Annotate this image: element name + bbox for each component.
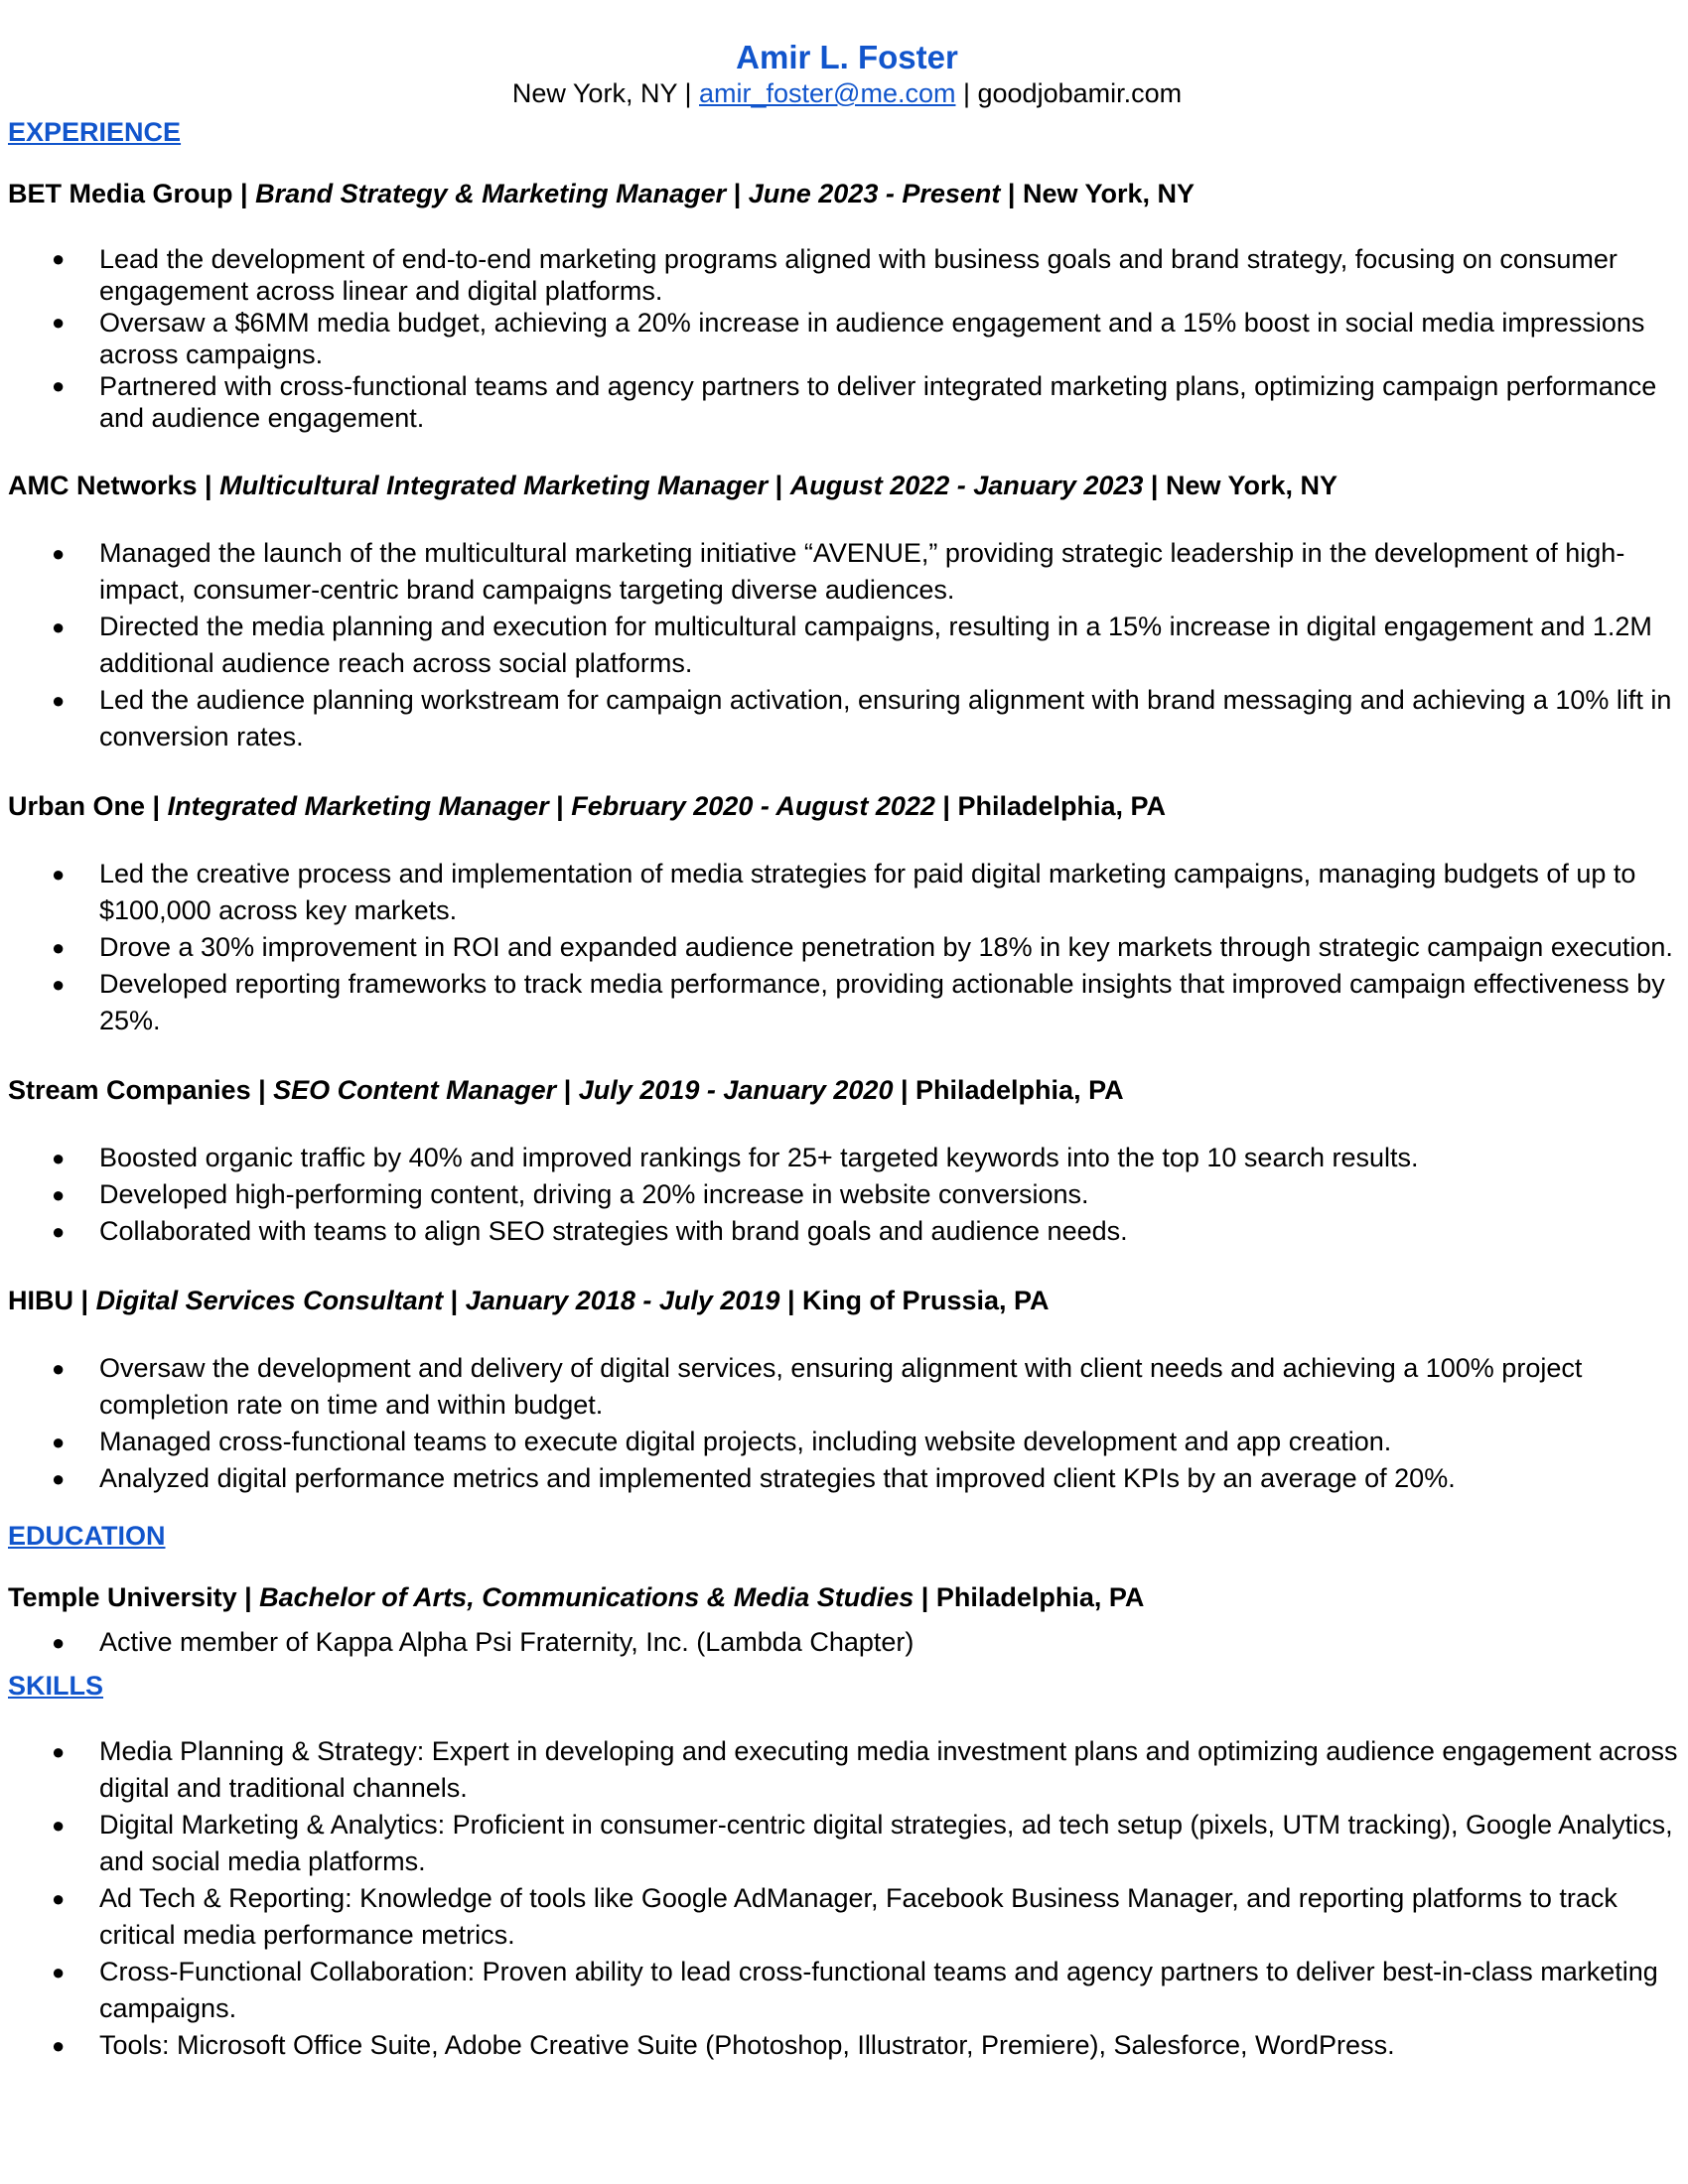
job-heading: Stream Companies | SEO Content Manager | July 2019 - January 2020 | Philadelphia, PA — [8, 1075, 1124, 1105]
candidate-name: Amir L. Foster — [736, 39, 958, 75]
job-company: Stream Companies — [8, 1075, 251, 1105]
list-item — [8, 1176, 1686, 1213]
list-item-text: Directed the media planning and execution for multicultural campaigns, resulting in a 15% increase in digital engagement and 1.2M additional audience reach across social platforms. — [99, 612, 1652, 678]
contact-separator: | — [676, 78, 699, 108]
education-section — [8, 1519, 1686, 1553]
contact-location: New York, NY — [511, 78, 677, 108]
list-item — [8, 966, 1686, 1039]
skills-bullets — [8, 1733, 1686, 2064]
list-item-text: Analyzed digital performance metrics and implemented strategies that improved client KPIs by an average of 20%. — [99, 1463, 1456, 1493]
list-item — [8, 1954, 1686, 2027]
list-item — [8, 929, 1686, 966]
section-title-experience: EXPERIENCE — [8, 117, 182, 147]
experience-section — [8, 115, 1686, 149]
skills-section — [8, 1669, 1686, 1703]
list-item — [8, 1624, 1686, 1661]
job-role: Brand Strategy & Marketing Manager — [255, 179, 727, 208]
job-dates: January 2018 - July 2019 — [465, 1286, 780, 1315]
job-entry — [8, 1073, 1686, 1250]
contact-website: goodjobamir.com — [977, 78, 1183, 108]
bullet-icon: ● — [52, 1886, 66, 1911]
list-item-text: Managed the launch of the multicultural marketing initiative “AVENUE,” providing strategic leadership in the development of high-impact, consumer-centric brand campaigns targeting diverse audiences. — [99, 538, 1625, 605]
education-degree: Bachelor of Arts, Communications & Media Studies — [259, 1582, 914, 1612]
education-entry — [8, 1580, 1686, 1661]
education-school: Temple University — [8, 1582, 237, 1612]
bullet-icon: ● — [52, 373, 66, 398]
resume-page — [8, 38, 1686, 2064]
bullet-icon: ● — [52, 1356, 66, 1381]
list-item-text: Led the audience planning workstream for campaign activation, ensuring alignment with brand messaging and achieving a 10% lift in conversion rates. — [99, 685, 1672, 751]
job-heading: BET Media Group | Brand Strategy & Marketing Manager | June 2023 - Present | New York, NY — [8, 179, 1196, 208]
job-company: AMC Networks — [8, 471, 198, 500]
job-heading: HIBU | Digital Services Consultant | January 2018 - July 2019 | King of Prussia, PA — [8, 1286, 1050, 1315]
list-item-text: Developed high-performing content, driving a 20% increase in website conversions. — [99, 1179, 1089, 1209]
job-company: HIBU — [8, 1286, 73, 1315]
job-entry — [8, 469, 1686, 755]
list-item — [8, 1460, 1686, 1497]
education-location: Philadelphia, PA — [935, 1582, 1145, 1612]
list-item — [8, 2027, 1686, 2064]
job-entry — [8, 789, 1686, 1039]
list-item-text: Oversaw a $6MM media budget, achieving a 20% increase in audience engagement and a 15% boost in social media impressions across campaigns. — [99, 308, 1645, 369]
list-item — [8, 307, 1686, 370]
bullet-icon: ● — [52, 246, 66, 271]
job-role: SEO Content Manager — [273, 1075, 557, 1105]
section-title-skills: SKILLS — [8, 1671, 104, 1701]
bullet-icon: ● — [52, 972, 66, 997]
resume-header — [8, 38, 1686, 109]
job-role: Multicultural Integrated Marketing Manager — [219, 471, 769, 500]
list-item — [8, 682, 1686, 755]
list-item — [8, 609, 1686, 682]
bullet-icon: ● — [52, 1630, 66, 1655]
list-item-text: Partnered with cross-functional teams and agency partners to deliver integrated marketing plans, optimizing campaign performance and audience engagement. — [99, 371, 1657, 433]
job-dates: February 2020 - August 2022 — [571, 791, 935, 821]
bullet-icon: ● — [52, 935, 66, 960]
list-item — [8, 535, 1686, 609]
list-item-text: Developed reporting frameworks to track media performance, providing actionable insights that improved campaign effectiveness by 25%. — [99, 969, 1665, 1035]
job-entry — [8, 177, 1686, 434]
list-item-text: Active member of Kappa Alpha Psi Fraternity, Inc. (Lambda Chapter) — [99, 1627, 914, 1657]
job-bullets — [8, 243, 1686, 434]
job-bullets — [8, 535, 1686, 755]
contact-separator: | — [955, 78, 978, 108]
job-location: Philadelphia, PA — [957, 791, 1166, 821]
job-role: Integrated Marketing Manager — [167, 791, 549, 821]
bullet-icon: ● — [52, 614, 66, 639]
bullet-icon: ● — [52, 1960, 66, 1984]
list-item-text: Oversaw the development and delivery of digital services, ensuring alignment with client needs and achieving a 100% project completion rate on time and within budget. — [99, 1353, 1583, 1420]
education-bullets — [8, 1624, 1686, 1661]
list-item-text: Boosted organic traffic by 40% and improved rankings for 25+ targeted keywords into the top 10 search results. — [99, 1143, 1419, 1172]
list-item — [8, 1733, 1686, 1807]
list-item — [8, 1350, 1686, 1424]
job-dates: June 2023 - Present — [748, 179, 1001, 208]
contact-line — [8, 77, 1686, 109]
list-item — [8, 856, 1686, 929]
contact-email-link[interactable]: amir_foster@me.com — [699, 78, 956, 108]
bullet-icon: ● — [52, 2033, 66, 2058]
list-item-text: Lead the development of end-to-end marketing programs aligned with business goals and brand strategy, focusing on consumer engagement across linear and digital platforms. — [99, 244, 1618, 306]
job-role: Digital Services Consultant — [95, 1286, 444, 1315]
bullet-icon: ● — [52, 1182, 66, 1207]
job-dates: July 2019 - January 2020 — [578, 1075, 894, 1105]
list-item-text: Collaborated with teams to align SEO strategies with brand goals and audience needs. — [99, 1216, 1128, 1246]
list-item — [8, 243, 1686, 307]
bullet-icon: ● — [52, 688, 66, 713]
education-heading: Temple University | Bachelor of Arts, Communications & Media Studies | Philadelphia, PA — [8, 1582, 1145, 1612]
job-bullets — [8, 1140, 1686, 1250]
bullet-icon: ● — [52, 1813, 66, 1838]
list-item — [8, 1807, 1686, 1880]
job-entry — [8, 1284, 1686, 1497]
list-item-text: Drove a 30% improvement in ROI and expanded audience penetration by 18% in key markets through strategic campaign execution. — [99, 932, 1673, 962]
job-company: BET Media Group — [8, 179, 233, 208]
job-location: New York, NY — [1022, 179, 1196, 208]
job-location: New York, NY — [1165, 471, 1338, 500]
job-company: Urban One — [8, 791, 146, 821]
list-item — [8, 1213, 1686, 1250]
job-location: King of Prussia, PA — [802, 1286, 1050, 1315]
bullet-icon: ● — [52, 1466, 66, 1491]
job-location: Philadelphia, PA — [915, 1075, 1124, 1105]
list-item-text: Managed cross-functional teams to execute digital projects, including website development and app creation. — [99, 1427, 1392, 1456]
job-heading: Urban One | Integrated Marketing Manager | February 2020 - August 2022 | Philadelphia, PA — [8, 791, 1166, 821]
bullet-icon: ● — [52, 1219, 66, 1244]
job-bullets — [8, 1350, 1686, 1497]
list-item — [8, 1424, 1686, 1460]
job-heading: AMC Networks | Multicultural Integrated Marketing Manager | August 2022 - January 2023 | New York, NY — [8, 471, 1338, 500]
bullet-icon: ● — [52, 862, 66, 887]
list-item — [8, 370, 1686, 434]
list-item-text: Ad Tech & Reporting: Knowledge of tools like Google AdManager, Facebook Business Manager, and reporting platforms to track critical media performance metrics. — [99, 1883, 1618, 1950]
list-item-text: Led the creative process and implementation of media strategies for paid digital marketing campaigns, managing budgets of up to $100,000 across key markets. — [99, 859, 1636, 925]
bullet-icon: ● — [52, 1739, 66, 1764]
list-item-text: Digital Marketing & Analytics: Proficient in consumer-centric digital strategies, ad tech setup (pixels, UTM tracking), Google Analytics, and social media platforms. — [99, 1810, 1673, 1876]
bullet-icon: ● — [52, 1430, 66, 1454]
section-title-education: EDUCATION — [8, 1521, 166, 1551]
list-item-text: Tools: Microsoft Office Suite, Adobe Creative Suite (Photoshop, Illustrator, Premiere), Salesforce, WordPress. — [99, 2030, 1395, 2060]
bullet-icon: ● — [52, 541, 66, 566]
job-bullets — [8, 856, 1686, 1039]
list-item — [8, 1880, 1686, 1954]
list-item — [8, 1140, 1686, 1176]
job-dates: August 2022 - January 2023 — [789, 471, 1144, 500]
bullet-icon: ● — [52, 310, 66, 335]
list-item-text: Media Planning & Strategy: Expert in developing and executing media investment plans and optimizing audience engagement across digital and traditional channels. — [99, 1736, 1678, 1803]
bullet-icon: ● — [52, 1146, 66, 1170]
list-item-text: Cross-Functional Collaboration: Proven ability to lead cross-functional teams and agency partners to deliver best-in-class marketing campaigns. — [99, 1957, 1658, 2023]
